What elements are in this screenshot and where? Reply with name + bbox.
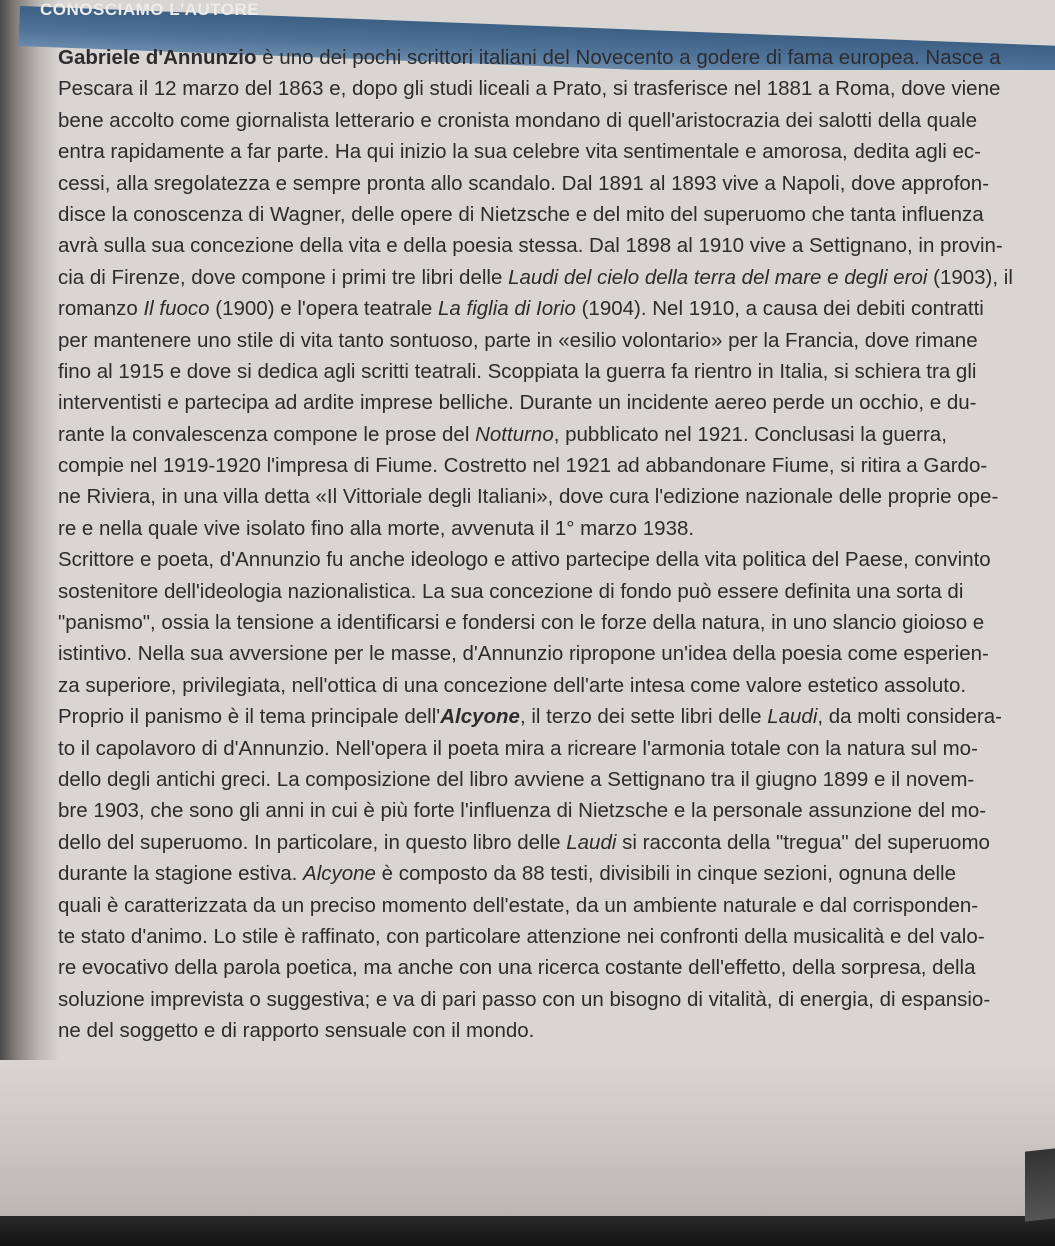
text-run: Alcyone [303,862,376,886]
text-run: , il terzo dei sette libri delle [519,705,768,729]
text-line [58,73,1000,104]
text-run: ne Riviera, in una villa detta «Il Vittoriale degli Italiani», dove cura l'edizione nazionale delle proprie ope- [58,485,999,509]
text-line [58,858,956,889]
text-line [58,701,1002,732]
text-line [58,325,978,356]
text-line [58,795,986,826]
text-line [58,356,976,387]
text-run: re e nella quale vive isolato fino alla morte, avvenuta il 1° marzo 1938. [58,516,695,540]
text-line [58,764,974,795]
text-run: Il fuoco [143,297,210,321]
text-run: Alcyone [440,705,520,729]
text-run: quali è caratterizzata da un preciso momento dell'estate, da un ambiente naturale e dal corrisponden- [58,893,979,917]
text-run: dello del superuomo. In particolare, in questo libro delle [58,830,567,854]
text-run: za superiore, privilegiata, nell'ottica di una concezione dell'arte intesa come valore estetico assoluto. [58,673,967,697]
text-run: sostenitore dell'ideologia nazionalistica. La sua concezione di fondo può essere definita una sorta di [58,579,964,603]
text-run: cia di Firenze, dove compone i primi tre libri delle [58,265,509,289]
text-run: disce la conoscenza di Wagner, delle opere di Nietzsche e del mito del superuomo che tanta influenza [58,202,984,226]
text-run: romanzo [58,297,144,321]
text-line [58,638,989,669]
text-run: Scrittore e poeta, d'Annunzio fu anche ideologo e attivo partecipe della vita politica del Paese, convinto [58,548,991,572]
text-run: Laudi [566,830,617,854]
text-line [58,670,966,701]
text-run: Pescara il 12 marzo del 1863 e, dopo gli studi liceali a Prato, si trasferisce nel 1881 a Roma, dove viene [58,77,1001,101]
text-line [58,890,978,921]
text-line [58,105,977,136]
text-run: (1904). Nel 1910, a causa dei debiti contratti [575,297,984,321]
text-run: to il capolavoro di d'Annunzio. Nell'opera il poeta mira a ricreare l'armonia totale con la natura sul mo- [58,736,978,760]
section-heading: CONOSCIAMO L'AUTORE [40,0,260,19]
text-line [58,262,1013,293]
text-line [58,921,985,952]
text-run: re evocativo della parola poetica, ma anche con una ricerca costante dell'effetto, della sorpresa, della [58,956,976,980]
text-line [58,1015,534,1046]
text-line [58,136,981,167]
text-run: dello degli antichi greci. La composizione del libro avviene a Settignano tra il giugno 1899 e il novem- [58,767,975,791]
text-line [58,293,984,324]
text-line [58,607,984,638]
text-run: te stato d'animo. Lo stile è raffinato, con particolare attenzione nei confronti della musicalità e del valo- [58,924,985,948]
text-run: fino al 1915 e dove si dedica agli scritti teatrali. Scoppiata la guerra fa rientro in Italia, si schiera tra gli [58,359,977,383]
text-run: Proprio il panismo è il tema principale dell' [58,705,441,729]
text-line [58,984,990,1015]
text-run: Notturno [475,422,554,446]
text-run: avrà sulla sua concezione della vita e della poesia stessa. Dal 1898 al 1910 vive a Settignano, in provin- [58,234,1003,258]
text-run: è composto da 88 testi, divisibili in cinque sezioni, ognuna delle [375,862,957,886]
text-run: , da molti considera- [817,705,1002,729]
text-line [58,513,694,544]
text-run: si racconta della "tregua" del superuomo [616,830,990,854]
text-run: rante la convalescenza compone le prose del [58,422,476,446]
text-run: durante la stagione estiva. [58,862,304,886]
text-line [58,733,978,764]
text-run: Gabriele d'Annunzio [58,46,257,69]
text-line [58,168,989,199]
text-run: cessi, alla sregolatezza e sempre pronta allo scandalo. Dal 1891 al 1893 vive a Napoli, dove approfon- [58,171,990,195]
text-run: bene accolto come giornalista letterario e cronista mondano di quell'aristocrazia dei salotti della quale [58,108,977,132]
text-run: soluzione imprevista o suggestiva; e va di pari passo con un bisogno di vitalità, di energia, di espansio- [58,987,991,1011]
text-line [58,952,975,983]
text-run: compie nel 1919-1920 l'impresa di Fiume. Costretto nel 1921 ad abbandonare Fiume, si ritira a Gardo- [58,454,988,478]
text-run: Laudi [767,705,818,729]
text-line [58,450,987,481]
text-run: (1903), il [927,265,1013,289]
text-run: interventisti e partecipa ad ardite imprese belliche. Durante un incidente aereo perde un occhio, e du- [58,391,977,415]
text-run: (1900) e l'opera teatrale [209,297,438,321]
text-run: La figlia di Iorio [438,297,576,321]
text-run: per mantenere uno stile di vita tanto sontuoso, parte in «esilio volontario» per la Francia, dove rimane [58,328,978,352]
text-line [58,42,1001,73]
book-corner [1025,1148,1055,1221]
page-left-shadow [0,0,60,1080]
text-run: "panismo", ossia la tensione a identificarsi e fondersi con le forze della natura, in uno slancio gioioso e [58,611,985,635]
text-line [58,230,1003,261]
text-run: , pubblicato nel 1921. Conclusasi la guerra, [553,422,947,446]
text-line [58,544,991,575]
book-bottom-edge [0,1216,1055,1246]
text-run: entra rapidamente a far parte. Ha qui inizio la sua celebre vita sentimentale e amorosa, dedita agli ec- [58,140,982,164]
text-run: bre 1903, che sono gli anni in cui è più forte l'influenza di Nietzsche e la personale assunzione del mo- [58,799,987,823]
text-run: Laudi del cielo della terra del mare e degli eroi [508,265,928,289]
text-run: è uno dei pochi scrittori italiani del Novecento a godere di fama europea. Nasce a [256,46,1001,69]
text-line [58,827,990,858]
text-line [58,481,998,512]
text-line [58,199,984,230]
author-bio-text [58,42,1043,1047]
text-run: istintivo. Nella sua avversione per le masse, d'Annunzio ripropone un'idea della poesia come esperien- [58,642,989,666]
text-run: ne del soggetto e di rapporto sensuale con il mondo. [58,1019,535,1043]
text-line [58,387,977,418]
text-line [58,576,963,607]
text-line [58,419,947,450]
